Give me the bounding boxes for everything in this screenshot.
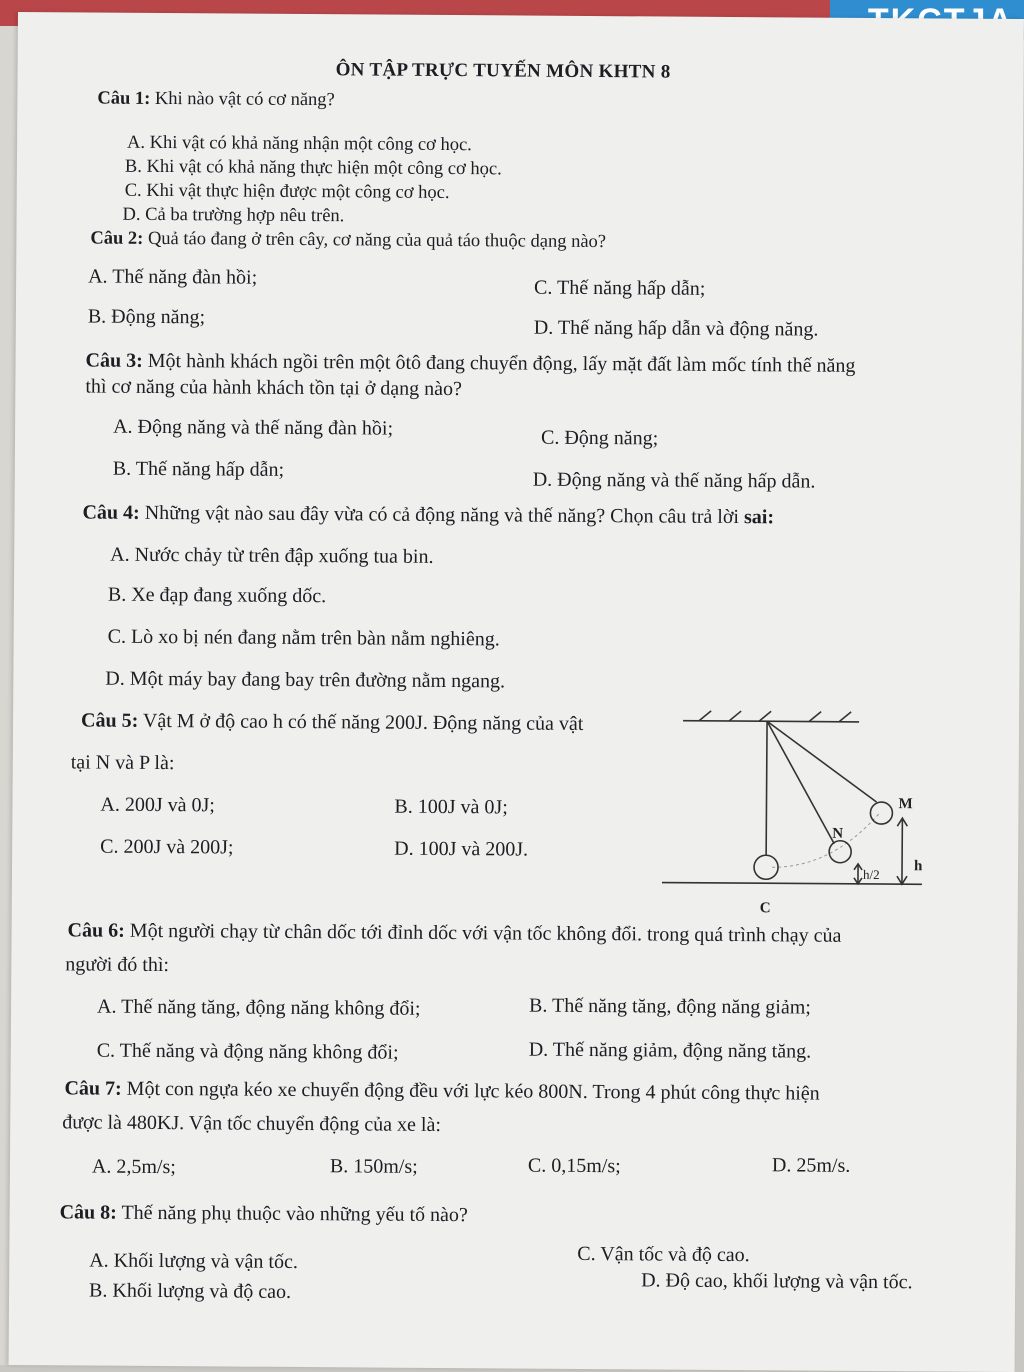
ball-N (829, 841, 851, 863)
q5-option-b: B. 100J và 0J; (394, 795, 508, 820)
label-N: N (832, 826, 843, 842)
q6-option-b: B. Thế năng tăng, động năng giảm; (529, 994, 811, 1020)
question-7-cont: được là 480KJ. Vận tốc chuyển động của xe là: (62, 1110, 441, 1137)
ceiling-hatch (759, 711, 771, 721)
q5-option-a: A. 200J và 0J; (100, 793, 215, 818)
question-5-cont: tại N và P là: (71, 750, 175, 775)
q3-option-b: B. Thế năng hấp dẫn; (113, 457, 284, 482)
q8-option-b: B. Khối lượng và độ cao. (89, 1279, 291, 1304)
question-1 (97, 87, 335, 113)
question-6 (68, 918, 842, 947)
ceiling-hatch (839, 712, 851, 722)
ground-line (662, 883, 922, 885)
q8-option-d: D. Độ cao, khối lượng và vận tốc. (641, 1268, 913, 1294)
label-h-half: h/2 (863, 867, 880, 882)
question-text: Một người chạy từ chân dốc tới đỉnh dốc với vận tốc không đổi. trong quá trình chạy của (130, 920, 842, 947)
question-text: Khi nào vật có cơ năng? (155, 89, 335, 110)
question-label: Câu 5: (81, 709, 138, 731)
question-text: Một con ngựa kéo xe chuyển động đều với lực kéo 800N. Trong 4 phút công thực hiện (127, 1078, 820, 1105)
q8-option-c: C. Vận tốc và độ cao. (577, 1242, 750, 1267)
question-label: Câu 6: (68, 919, 125, 941)
q7-option-b: B. 150m/s; (330, 1154, 418, 1179)
question-text: Thế năng phụ thuộc vào những yếu tố nào? (121, 1202, 467, 1226)
q6-option-d: D. Thế năng giảm, động năng tăng. (529, 1038, 812, 1064)
question-3 (85, 348, 855, 377)
question-7 (64, 1076, 819, 1105)
question-label: Câu 1: (97, 89, 150, 109)
question-label: Câu 8: (60, 1201, 117, 1223)
question-text: Quả táo đang ở trên cây, cơ năng của quả táo thuộc dạng nào? (148, 229, 606, 252)
q4-option-a: A. Nước chảy từ trên đập xuống tua bin. (110, 543, 433, 569)
q7-option-c: C. 0,15m/s; (528, 1154, 621, 1179)
q2-option-d: D. Thế năng hấp dẫn và động năng. (534, 316, 819, 342)
q6-option-a: A. Thế năng tăng, động năng không đổi; (97, 995, 421, 1021)
question-text: Những vật nào sau đây vừa có cả động năng và thế năng? Chọn câu trả lời (145, 502, 739, 528)
q8-option-a: A. Khối lượng và vận tốc. (89, 1249, 298, 1274)
question-3-cont: thì cơ năng của hành khách tồn tại ở dạng nào? (85, 374, 462, 401)
q5-option-d: D. 100J và 200J. (394, 837, 528, 862)
q3-option-c: C. Động năng; (541, 426, 658, 451)
question-label: Câu 3: (85, 349, 142, 371)
ceiling-hatch (809, 712, 821, 722)
ceiling-hatch (729, 711, 741, 721)
q1-option-b: B. Khi vật có khả năng thực hiện một công cơ học. (125, 155, 502, 182)
question-8 (60, 1200, 468, 1227)
question-4 (82, 500, 774, 529)
string-vertical (766, 721, 767, 855)
question-6-cont: người đó thì: (65, 952, 169, 977)
label-M: M (898, 796, 912, 812)
ceiling-line (683, 721, 859, 722)
q1-option-c: C. Khi vật thực hiện được một công cơ học. (125, 179, 450, 205)
pendulum-figure (662, 707, 943, 919)
q4-option-c: C. Lò xo bị nén đang nằm trên bàn nằm nghiêng. (108, 625, 500, 652)
question-label: Câu 7: (64, 1077, 121, 1099)
question-label: Câu 2: (90, 229, 143, 249)
ball-M (870, 802, 892, 824)
string-to-N (766, 721, 835, 843)
question-label: Câu 4: (82, 501, 139, 523)
q3-option-a: A. Động năng và thế năng đàn hồi; (113, 415, 393, 441)
label-h: h (914, 858, 923, 874)
q7-option-a: A. 2,5m/s; (92, 1155, 176, 1180)
swing-arc (772, 811, 880, 868)
q2-option-a: A. Thế năng đàn hồi; (88, 264, 257, 289)
worksheet-paper (9, 12, 1024, 1372)
q5-option-c: C. 200J và 200J; (100, 835, 234, 860)
q6-option-c: C. Thế năng và động năng không đổi; (97, 1039, 399, 1065)
question-2 (90, 227, 606, 255)
ceiling-hatch (699, 711, 711, 721)
q4-option-b: B. Xe đạp đang xuống dốc. (108, 583, 326, 609)
question-emphasis: sai: (744, 506, 774, 528)
q2-option-b: B. Động năng; (88, 304, 205, 329)
q3-option-d: D. Động năng và thế năng hấp dẫn. (533, 468, 816, 494)
q2-option-c: C. Thế năng hấp dẫn; (534, 276, 705, 301)
q4-option-d: D. Một máy bay đang bay trên đường nằm ngang. (105, 667, 505, 694)
question-text: Vật M ở độ cao h có thế năng 200J. Động năng của vật (143, 710, 584, 735)
label-C: C (760, 900, 771, 916)
q1-option-a: A. Khi vật có khả năng nhận một công cơ học. (127, 131, 472, 157)
question-text: Một hành khách ngồi trên một ôtô đang chuyển động, lấy mặt đất làm mốc tính thế năng (148, 350, 856, 377)
string-to-M (767, 721, 878, 802)
page-title: ÔN TẬP TRỰC TUYẾN MÔN KHTN 8 (336, 58, 671, 84)
q1-option-d: D. Cả ba trường hợp nêu trên. (123, 203, 345, 229)
q7-option-d: D. 25m/s. (772, 1153, 851, 1178)
question-5 (81, 708, 583, 736)
